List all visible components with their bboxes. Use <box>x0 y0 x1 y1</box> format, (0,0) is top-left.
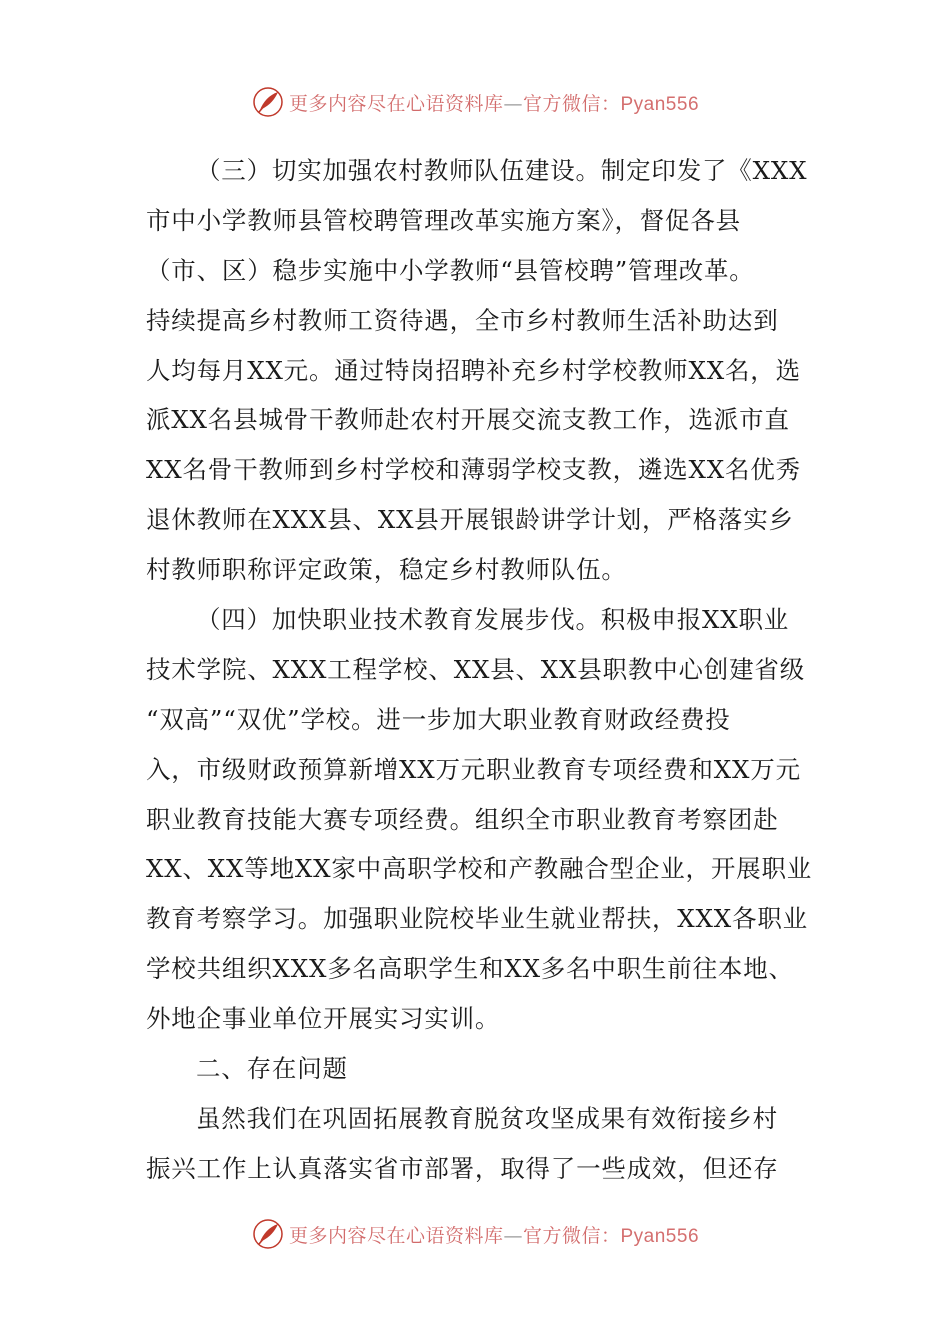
watermark-brand: 更多内容尽在心语资料库 <box>288 1224 504 1247</box>
document-body <box>146 146 813 1194</box>
paragraph-line: 技术学院、XXX工程学校、XX县、XX县职教中心创建省级 <box>146 654 805 684</box>
header-watermark <box>0 82 950 122</box>
watermark-label: 官方微信： <box>522 1224 621 1247</box>
footer-watermark <box>0 1214 950 1254</box>
paragraph-line: （三）切实加强农村教师队伍建设。制定印发了《XXX <box>196 156 808 185</box>
paragraph-line: XX名骨干教师到乡村学校和薄弱学校支教，遴选XX名优秀 <box>146 455 801 485</box>
paragraph-line: 持续提高乡村教师工资待遇，全市乡村教师生活补助达到 <box>146 305 779 335</box>
watermark-text <box>289 89 699 116</box>
feather-pen-logo-icon <box>251 85 285 119</box>
paragraph-line: 市中小学教师县管校聘管理改革实施方案》，督促各县 <box>146 205 741 235</box>
section-heading: 二、存在问题 <box>196 1054 348 1084</box>
paragraph-line: “双高”“双优”学校。进一步加大职业教育财政经费投 <box>146 704 731 734</box>
paragraph-line: 派XX名县城骨干教师赴农村开展交流支教工作，选派市直 <box>146 405 790 435</box>
watermark-separator: — <box>503 1224 523 1247</box>
paragraph-line: 人均每月XX元。通过特岗招聘补充乡村学校教师XX名，选 <box>146 355 801 385</box>
paragraph-line: 退休教师在XXX县、XX县开展银龄讲学计划，严格落实乡 <box>146 505 794 535</box>
paragraph-line: （四）加快职业技术教育发展步伐。积极申报XX职业 <box>196 605 790 635</box>
paragraph-line: 外地企事业单位开展实习实训。 <box>146 1004 501 1034</box>
paragraph-line: 职业教育技能大赛专项经费。组织全市职业教育考察团赴 <box>146 804 779 834</box>
paragraph-line: XX、XX等地XX家中高职学校和产教融合型企业，开展职业 <box>146 854 813 884</box>
watermark-label: 官方微信： <box>522 92 621 115</box>
paragraph-line: 教育考察学习。加强职业院校毕业生就业帮扶，XXX各职业 <box>146 904 808 934</box>
watermark-handle: Pyan556 <box>620 1225 700 1247</box>
watermark-separator: — <box>503 92 523 115</box>
paragraph-line: 虽然我们在巩固拓展教育脱贫攻坚成果有效衔接乡村 <box>196 1103 778 1133</box>
paragraph-line: 村教师职称评定政策，稳定乡村教师队伍。 <box>146 555 627 585</box>
watermark-brand: 更多内容尽在心语资料库 <box>288 92 504 115</box>
feather-pen-logo-icon <box>251 1217 285 1251</box>
paragraph-line: 学校共组织XXX多名高职学生和XX多名中职生前往本地、 <box>146 954 794 984</box>
paragraph-line: 振兴工作上认真落实省市部署，取得了一些成效，但还存 <box>146 1153 779 1183</box>
paragraph-line: 入，市级财政预算新增XX万元职业教育专项经费和XX万元 <box>146 754 801 784</box>
watermark-handle: Pyan556 <box>620 93 700 115</box>
watermark-text <box>289 1221 699 1248</box>
paragraph-line: （市、区）稳步实施中小学教师“县管校聘”管理改革。 <box>146 255 755 285</box>
